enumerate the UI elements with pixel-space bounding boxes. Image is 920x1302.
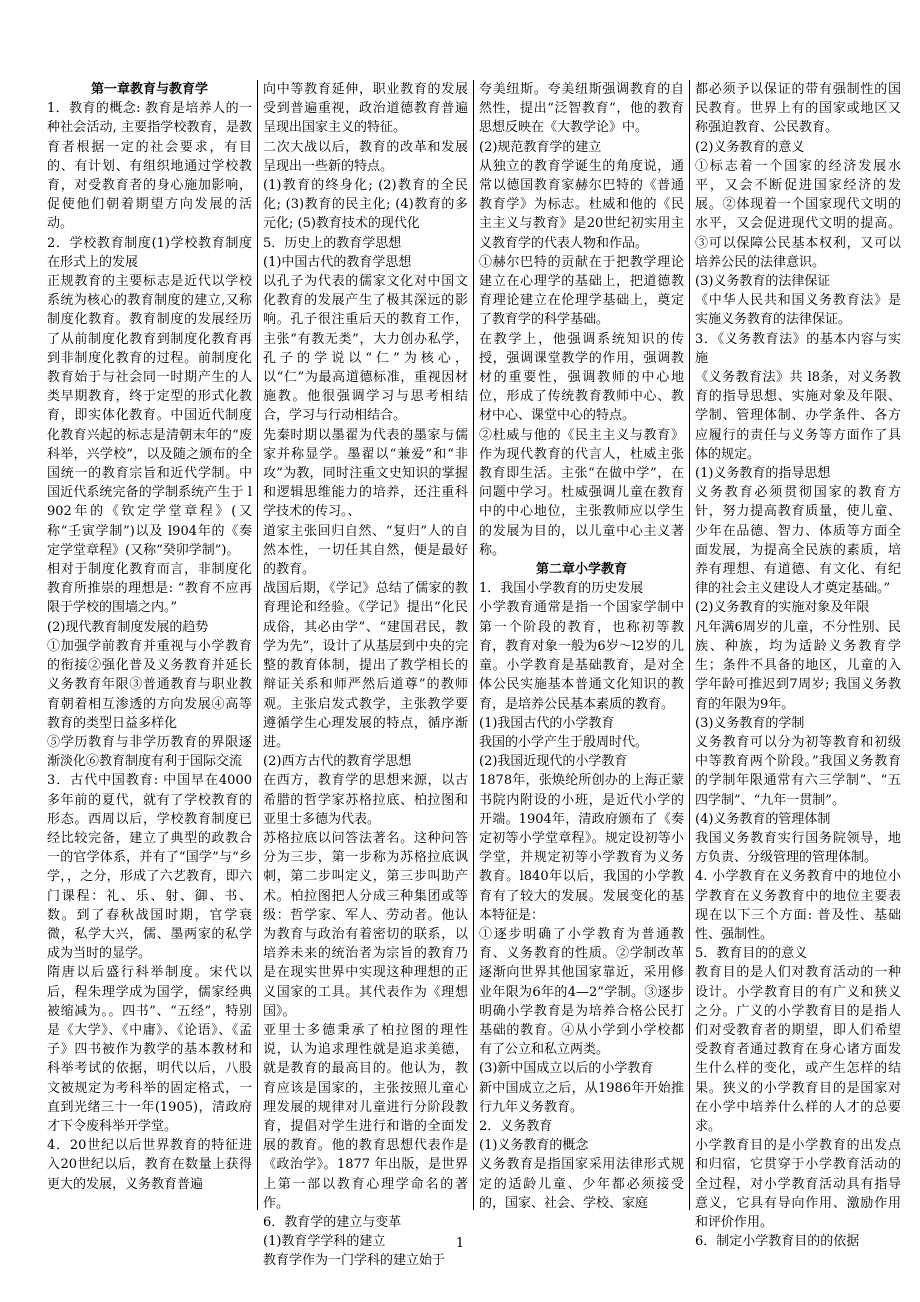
text-paragraph: (2)我国近现代的小学教育 bbox=[479, 754, 628, 770]
text-paragraph: 小学教育目的是小学教育的出发点和归宿，它贯穿于小学教育活动的全过程，对小学教育活动具有指导意义，它具有导向作用、激励作用和评价作用。 bbox=[695, 1138, 901, 1230]
text-paragraph: ①逐步明确了小学教育为普通教育、义务教育的性质。②学制改革逐渐向世界其他国家靠近，采用修业年限为6年的4—2”学制。③逐步明确小学教育是为培养合格公民打基础的教育。④从小学到小学校都有了公立和私立两类。 bbox=[479, 926, 684, 1058]
column-3 bbox=[474, 80, 690, 1210]
text-paragraph: 在教学上，他强调系统知识的传授，强调课堂教学的作用，强调教材的重要性，强调教师的中心地位，形成了传统教育教师中心、教材中心、课堂中心的特点。 bbox=[479, 331, 684, 424]
text-paragraph: (2)义务教育的意义 bbox=[695, 139, 805, 155]
text-paragraph: 《义务教育法》共 l8条，对义务教育的指导思想、实施对象及年限、学制、管理体制、办学条件、各方应履行的责任与义务等方面作了具体的规定。 bbox=[695, 370, 901, 462]
text-paragraph: (2)西方古代的教育学思想 bbox=[263, 754, 412, 770]
text-paragraph: 1878年，张焕纶所创办的上海正蒙书院内附设的小班，是近代小学的开端。1904年，清政府颁布了《奏定初等小学堂章程》。规定设初等小学堂，并规定初等小学教育为义务教育。l840年以后，我国的小学教育有了较大的发展。发展变化的基本特征是： bbox=[479, 773, 684, 923]
chapter-heading: 第二章小学教育 bbox=[535, 562, 627, 578]
text-paragraph: 1．我国小学教育的历史发展 bbox=[479, 581, 644, 597]
text-paragraph: ①标志着一个国家的经济发展水平，又会不断促进国家经济的发展。②体现着一个国家现代文明的水平，又会促进现代文明的提高。③可以保障公民基本权利，又可以培养公民的法律意识。 bbox=[695, 158, 901, 270]
chapter-heading: 第一章教育与教育学 bbox=[90, 82, 208, 97]
text-paragraph: 1．教育的概念: 教育是培养人的一种社会活动, 主要指学校教育，是教育者根据一定的社会要求，有目的、有计划、有组织地通过学校教育，对受教育者的身心施加影响，促使他们朝着期望方向发展的活动。 bbox=[47, 101, 252, 232]
text-paragraph: ①加强学前教育并重视与小学教育的衔接②强化普及义务教育并延长义务教育年限③普通教育与职业教育朝着相互渗透的方向发展④高等教育的类型日益多样化 bbox=[47, 638, 252, 731]
text-paragraph: 《中华人民共和国义务教育法》是实施义务教育的法律保证。 bbox=[695, 293, 901, 328]
text-paragraph: ①赫尔巴特的贡献在于把教学理论建立在心理学的基础上，把道德教育理论建立在伦理学基础上，奠定了教育学的科学基础。 bbox=[479, 254, 684, 328]
text-paragraph: 以孔子为代表的儒家文化对中国文化教育的发展产生了极其深远的影响。孔子很注重后天的教育工作，主张“有教无类”，大力创办私学，孔子的学说以“仁”为核心，以“仁”为最高道德标准，重视因材施教。他很强调学习与思考相结合，学习与行动相结合。 bbox=[263, 274, 468, 424]
text-paragraph: 5．历史上的教育学思想 bbox=[263, 235, 402, 251]
text-columns bbox=[42, 80, 906, 1269]
text-paragraph: 3．古代中国教育: 中国早在4000多年前的夏代，就有了学校教育的形态。西周以后，学校教育制度已经比较完备，建立了典型的政教合一的官学体系，并有了“国学”与“乡学，，之分，形成了六艺教育，即六门课程：礼、乐、射、御、书、数。到了春秋战国时期，官学衰微，私学大兴，儒、墨两家的私学成为当时的显学。 bbox=[47, 773, 252, 962]
text-paragraph: 教育学作为一门学科的建立始于 bbox=[263, 1253, 446, 1269]
text-paragraph: 4. 小学教育在义务教育中的地位小学教育在义务教育中的地位主要表现在以下三个方面: 普及性、基础性、强制性。 bbox=[695, 869, 901, 942]
text-paragraph: (1)义务教育的指导思想 bbox=[695, 466, 831, 482]
text-paragraph: (1)义务教育的概念 bbox=[479, 1138, 589, 1154]
text-paragraph: 都必须予以保证的带有强制性的国民教育。世界上有的国家或地区又称强迫教育、公民教育。 bbox=[695, 82, 901, 136]
text-paragraph: 5．教育目的的意义 bbox=[695, 946, 808, 962]
text-paragraph: ⑤学历教育与非学历教育的界限逐渐淡化⑥教育制度有利于国际交流 bbox=[47, 734, 252, 770]
column-2 bbox=[258, 80, 474, 1269]
text-paragraph: (2)规范教育学的建立 bbox=[479, 139, 602, 155]
text-paragraph: 凡年满6周岁的儿童，不分性别、民族、种族，均为适龄义务教育学生；条件不具备的地区，儿童的入学年龄可推迟到7周岁; 我国义务教育的年限为9年。 bbox=[695, 619, 901, 712]
text-paragraph: 夸美纽斯。夸美纽斯强调教育的自然性，提出“泛智教育”，他的教育思想反映在《大教学论》中。 bbox=[479, 82, 684, 136]
text-paragraph: ②杜威与他的《民主主义与教育》作为现代教育的代言人，杜威主张教育即生活。主张“在做中学”，在问题中学习。杜威强调儿童在教育中的中心地位，主张教师应以学生的发展为目的，以儿童中心主义著称。 bbox=[479, 427, 684, 558]
page-number: 1 bbox=[455, 1236, 465, 1251]
text-paragraph: 亚里士多德秉承了柏拉图的理性说，认为追求理性就是追求美德，就是教育的最高目的。他认为，教育应该是国家的，主张按照儿童心理发展的规律对儿童进行分阶段教育，提倡对学生进行和谐的全面发展的教育。他的教育思想代表作是《政治学》。1877 年出版，是世界上第一部以教育心理学命名的著作。 bbox=[263, 1022, 468, 1211]
text-paragraph: 6．制定小学教育目的的依据 bbox=[695, 1234, 860, 1250]
text-paragraph: (1)教育的终身化; (2)教育的全民化; (3)教育的民主化; (4)教育的多元化; (5)教育技术的现代化 bbox=[263, 178, 468, 232]
text-paragraph: 6．教育学的建立与变革 bbox=[263, 1214, 402, 1230]
text-paragraph: 新中国成立之后，从1986年开始推行九年义务教育。 bbox=[479, 1080, 684, 1115]
text-paragraph: (3)义务教育的法律保证 bbox=[695, 274, 831, 290]
text-paragraph: (2)义务教育的实施对象及年限 bbox=[695, 600, 870, 616]
text-paragraph: 苏格拉底以问答法著名。这种问答分为三步，第一步称为苏格拉底讽刺，第二步叫定义，第三步叫助产术。柏拉图把人分成三种集团或等级：哲学家、军人、劳动者。他认为教育与政治有着密切的联系，以培养未来的统治者为宗旨的教育乃是在现实世界中实现这种理想的正义国家的工具。其代表作为《理想国》。 bbox=[263, 830, 468, 1019]
text-paragraph: (1)教育学学科的建立 bbox=[263, 1234, 386, 1250]
text-paragraph: 道家主张回归自然、“复归”人的自然本性，一切任其自然，便是最好的教育。 bbox=[263, 523, 468, 578]
text-paragraph: 相对于制度化教育而言，非制度化教育所推崇的理想是: “教育不应再限于学校的围墙之内。” bbox=[47, 562, 252, 616]
text-paragraph: (1)我国古代的小学教育 bbox=[479, 715, 615, 731]
text-paragraph: (3)新中国成立以后的小学教育 bbox=[479, 1061, 654, 1077]
text-paragraph: 二次大战以后，教育的改革和发展呈现出一些新的特点。 bbox=[263, 139, 468, 174]
text-paragraph: 我国义务教育实行国务院领导，地方负责、分级管理的管理体制。 bbox=[695, 830, 901, 866]
text-paragraph: 向中等教育延伸，职业教育的发展受到普遍重视，政治道德教育普遍呈现出国家主义的特征。 bbox=[263, 82, 468, 136]
text-paragraph: 4．20世纪以后世界教育的特征进入20世纪以后，教育在数量上获得更大的发展，义务教育普遍 bbox=[47, 1138, 252, 1192]
text-paragraph: 在西方，教育学的思想来源，以古希腊的哲学家苏格拉底、柏拉图和亚里士多德为代表。 bbox=[263, 773, 468, 827]
text-paragraph: 我国的小学产生于殷周时代。 bbox=[479, 734, 649, 750]
text-paragraph: (4)义务教育的管理体制 bbox=[695, 811, 831, 827]
text-paragraph: 隋唐以后盛行科举制度。宋代以后，程朱理学成为国学，儒家经典被缩减为。。四书”、“五经”，特别是《大学》、《中庸》、《论语》、《孟子》四书被作为教学的基本教材和科举考试的依据，明代以后，八股文被规定为考科举的固定格式，一直到光绪三十一年(1905)，清政府才下令废科举开学堂。 bbox=[47, 965, 252, 1134]
text-paragraph: 2．义务教育 bbox=[479, 1118, 553, 1134]
text-paragraph: (1)中国古代的教育学思想 bbox=[263, 254, 412, 270]
text-paragraph: 义务教育必须贯彻国家的教育方针，努力提高教育质量，使儿童、少年在品德、智力、体质等方面全面发展，为提高全民族的素质，培养有理想、有道德、有文化、有纪律的社会主义建设人才奠定基础。” bbox=[695, 485, 901, 597]
text-paragraph: 义务教育可以分为初等教育和初级中等教育两个阶段。”我国义务教育的学制年限通常有六三学制”、“五四学制”、“九年一贯制”。 bbox=[695, 734, 901, 808]
text-paragraph: 从独立的教育学诞生的角度说，通常以德国教育家赫尔巴特的《普通教育学》为标志。杜威和他的《民主主义与教育》是20世纪初实用主义教育学的代表人物和作品。 bbox=[479, 158, 684, 251]
column-4 bbox=[690, 80, 906, 1250]
text-paragraph: 义务教育是指国家采用法律形式规定的适龄儿童、少年都必须接受的，国家、社会、学校、家庭 bbox=[479, 1157, 684, 1211]
text-paragraph: 小学教育通常是指一个国家学制中第一个阶段的教育，也称初等教育，教育对象一般为6岁～l2岁的儿童。小学教育是基础教育，是对全体公民实施基本普通文化知识的教育，是培养公民基本素质的教育。 bbox=[479, 600, 684, 712]
text-paragraph: (2)现代教育制度发展的趋势 bbox=[47, 619, 209, 635]
text-paragraph: 3．《义务教育法》的基本内容与实施 bbox=[695, 331, 901, 366]
text-paragraph: 2．学校教育制度(1)学校教育制度在形式上的发展 bbox=[47, 235, 252, 270]
text-paragraph: 先秦时期以墨翟为代表的墨家与儒家并称显学。墨翟以“兼爱”和“非攻”为教，同时注重文史知识的掌握和逻辑思维能力的培养，还注重科学技术的传习。、 bbox=[263, 427, 468, 520]
text-paragraph: 正规教育的主要标志是近代以学校系统为核心的教育制度的建立,又称制度化教育。教育制度的发展经历了从前制度化教育到制度化教育再到非制度化教育的过程。前制度化教育始于与社会同一时期产生的人类早期教育，终于定型的形式化教育，即实体化教育。中国近代制度化教育兴起的标志是清朝末年的“废科举，兴学校”，以及随之颁布的全国统一的教育宗旨和近代学制。中国近代系统完备的学制系统产生于 l902年的《钦定学堂章程》(又称“壬寅学制”)以及 l904年的《奏定学堂章程》(又称“癸卯学制”)。 bbox=[47, 274, 252, 558]
text-paragraph: (3)义务教育的学制 bbox=[695, 715, 805, 731]
text-paragraph: 教育目的是人们对教育活动的一种设计。小学教育目的有广义和狭义之分。广义的小学教育目的是指人们对受教育者的期望，即人们希望受教育者通过教育在身心诸方面发生什么样的变化，或产生怎样的结果。狭义的小学教育目的是国家对在小学中培养什么样的人才的总要求。 bbox=[695, 965, 901, 1134]
column-1 bbox=[42, 80, 258, 1210]
text-paragraph: 战国后期，《学记》总结了儒家的教育理论和经验。《学记》提出“化民成俗，其必由学”、“建国君民，教学为先”，设计了从基层到中央的完整的教育体制，提出了教学相长的辩证关系和师严然后道尊”的教师观。主张启发式教学，主张教学要遵循学生心理发展的特点，循序渐进。 bbox=[263, 581, 468, 750]
